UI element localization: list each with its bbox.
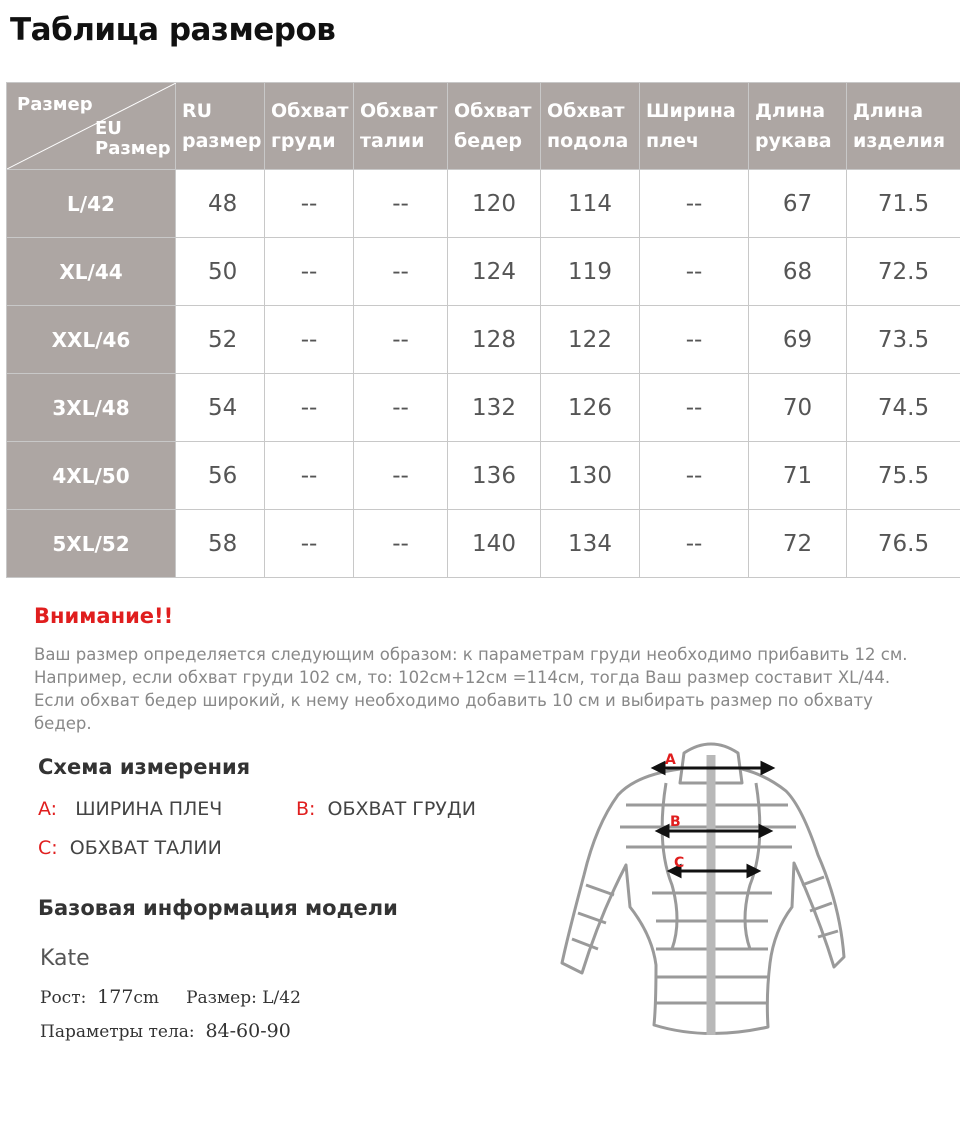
cell-sleeve: 69: [749, 306, 847, 374]
cell-sleeve: 70: [749, 374, 847, 442]
legend-item-chest: B: ОБХВАТ ГРУДИ: [296, 798, 476, 820]
cell-sleeve: 68: [749, 238, 847, 306]
table-row: [7, 170, 960, 238]
col-header-ru: RU размер: [176, 83, 265, 170]
cell-length: 71.5: [847, 170, 960, 238]
row-size-label: 3XL/48: [7, 374, 176, 442]
measurement-heading: Схема измерения: [38, 755, 251, 779]
table-row: [7, 510, 960, 578]
cell-hem: 130: [541, 442, 640, 510]
cell-length: 76.5: [847, 510, 960, 578]
corner-bottom-label: EU Размер: [95, 118, 171, 159]
cell-shoulder: --: [640, 374, 749, 442]
cell-ru: 54: [176, 374, 265, 442]
col-header-chest: Обхват груди: [265, 83, 354, 170]
cell-ru: 50: [176, 238, 265, 306]
row-size-label: XXL/46: [7, 306, 176, 374]
cell-ru: 52: [176, 306, 265, 374]
model-height: Рост: 177cm Размер: L/42: [40, 986, 301, 1008]
cell-sleeve: 72: [749, 510, 847, 578]
table-row: [7, 306, 960, 374]
cell-hips: 132: [448, 374, 541, 442]
cell-waist: --: [354, 170, 448, 238]
table-row: [7, 442, 960, 510]
cell-hips: 120: [448, 170, 541, 238]
col-header-waist: Обхват талии: [354, 83, 448, 170]
cell-shoulder: --: [640, 510, 749, 578]
cell-waist: --: [354, 510, 448, 578]
table-row: [7, 374, 960, 442]
cell-chest: --: [265, 238, 354, 306]
cell-length: 72.5: [847, 238, 960, 306]
diagram-label-a: A: [665, 752, 676, 768]
row-size-label: 4XL/50: [7, 442, 176, 510]
diagram-label-b: B: [670, 814, 681, 830]
col-header-sleeve: Длина рукава: [749, 83, 847, 170]
cell-hem: 134: [541, 510, 640, 578]
cell-ru: 56: [176, 442, 265, 510]
cell-hem: 122: [541, 306, 640, 374]
legend-item-shoulder: A: ШИРИНА ПЛЕЧ: [38, 798, 223, 820]
cell-hips: 124: [448, 238, 541, 306]
cell-hips: 136: [448, 442, 541, 510]
cell-chest: --: [265, 170, 354, 238]
cell-length: 73.5: [847, 306, 960, 374]
cell-shoulder: --: [640, 442, 749, 510]
cell-chest: --: [265, 510, 354, 578]
table-header-row: [7, 83, 960, 170]
cell-sleeve: 71: [749, 442, 847, 510]
table-row: [7, 238, 960, 306]
cell-ru: 48: [176, 170, 265, 238]
row-size-label: L/42: [7, 170, 176, 238]
cell-hem: 119: [541, 238, 640, 306]
cell-waist: --: [354, 442, 448, 510]
cell-chest: --: [265, 306, 354, 374]
jacket-outline-diagram: [556, 735, 846, 1045]
cell-length: 74.5: [847, 374, 960, 442]
cell-hips: 140: [448, 510, 541, 578]
col-header-length: Длина изделия: [847, 83, 960, 170]
cell-waist: --: [354, 374, 448, 442]
corner-top-label: Размер: [17, 94, 93, 115]
size-table: [6, 82, 960, 578]
cell-shoulder: --: [640, 238, 749, 306]
col-header-hips: Обхват бедер: [448, 83, 541, 170]
cell-ru: 58: [176, 510, 265, 578]
cell-hem: 126: [541, 374, 640, 442]
cell-chest: --: [265, 442, 354, 510]
cell-waist: --: [354, 238, 448, 306]
warning-title: Внимание!!: [34, 604, 174, 628]
model-params: Параметры тела: 84-60-90: [40, 1020, 291, 1042]
page-title: Таблица размеров: [10, 12, 336, 48]
legend-item-waist: C: ОБХВАТ ТАЛИИ: [38, 837, 222, 859]
model-name: Kate: [40, 946, 90, 971]
row-size-label: 5XL/52: [7, 510, 176, 578]
diagram-label-c: C: [674, 855, 685, 871]
row-size-label: XL/44: [7, 238, 176, 306]
model-heading: Базовая информация модели: [38, 896, 398, 920]
warning-text: Ваш размер определяется следующим образом: к параметрам груди необходимо прибавить 12 см. Например, если обхват груди 102 см, то: 102см+12см =114см, тогда Ваш размер составит XL/44. Если обхват бедер широкий, к нему необходимо добавить 10 см и выбирать размер по обхвату бедер.: [34, 645, 908, 733]
cell-waist: --: [354, 306, 448, 374]
cell-hips: 128: [448, 306, 541, 374]
cell-length: 75.5: [847, 442, 960, 510]
col-header-hem: Обхват подола: [541, 83, 640, 170]
cell-shoulder: --: [640, 306, 749, 374]
cell-hem: 114: [541, 170, 640, 238]
cell-shoulder: --: [640, 170, 749, 238]
cell-chest: --: [265, 374, 354, 442]
cell-sleeve: 67: [749, 170, 847, 238]
corner-header: [7, 83, 176, 170]
col-header-shoulder: Ширина плеч: [640, 83, 749, 170]
